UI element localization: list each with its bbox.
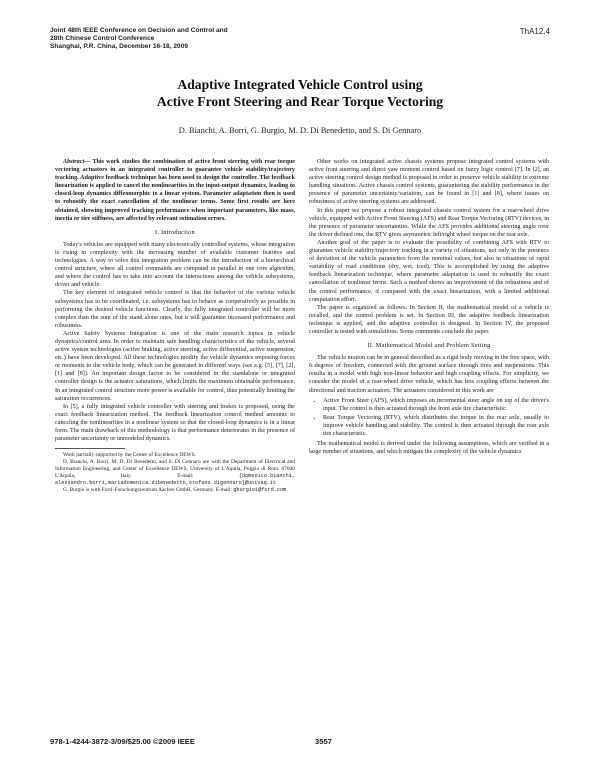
paragraph: Another goal of the paper is to evaluate the possibility of combining AFS with RTV to guarantee vehicle stability/trajectory tracking in a variety of situations, not only in the presence of deviation of the vehicle parameters from the nominal values, but also in situations of rapid variability of road conditions (dry, wet, iced). This is accomplished by using the adaptive feedback linearization technique, where parameter adaptation is used to robustify the exact cancellation of nonlinear terms. Such a method shows an improvement of the robustness and of the control performance, if compared with the exact linearization, with a limited additional computation effort. bbox=[309, 239, 549, 303]
section-heading-model: II. Mathematical Model and Problem Setting bbox=[367, 342, 491, 350]
abstract-text: This work studies the combination of active front steering with rear torque vectoring actuators in an integrated controller to guarantee vehicle stability/trajectory tracking. Adaptive feedback technique has been used to design the controller. The feedback linearization is applied to cancel the nonlinearities in the input-output dynamics, leading to closed-loop dynamics diffeomorphic to a linear system. Parameter adaptation then is used to robustify the exact cancellation of the nonlinear terms. Some first results are here obtained, showing improved tracking performance when important parameters, like mass, inertia or tire stiffness, are affected by relevant estimation errors. bbox=[55, 159, 295, 222]
page-number: 3557 bbox=[315, 737, 332, 746]
footnote bbox=[55, 487, 295, 494]
actuator-list bbox=[309, 397, 549, 438]
paragraph: The paper is organized as follows. In Section II, the mathematical model of a vehicle is recalled, and the control problem is set. In Section III, the adaptive feedback linearization technique is applied, and the adaptive controller is designed. In Section IV, the proposed controller is tested with simulations. Some comments conclude the paper. bbox=[309, 304, 549, 335]
paragraph: Today's vehicles are equipped with many electronically controlled systems, whose integration is rising in complexity with the increasing number of available customer features and technologies. A way to solve this integration problem can be the introduction of a hierarchical control structure, where all control commands are computed in parallel in one core algorithm, and where the control has to take into account the interactions among the vehicle subsystems, driver and vehicle. bbox=[55, 241, 295, 289]
conference-line-2: 28th Chinese Control Conference bbox=[50, 35, 155, 43]
paper-title bbox=[50, 76, 550, 110]
paragraph: The key element of integrated vehicle control is that the behavior of the various vehicle subsystems has to be coordinated, i.e. subsystems has to behave as cooperatively as possible in performing the desired vehicle functions. Clearly, the fully integrated controller will be more complex than the sum of the stand alone ones, but it will guarantee increased performance and robustness. bbox=[55, 290, 295, 329]
conference-header bbox=[50, 27, 350, 52]
abstract bbox=[55, 158, 295, 223]
title-line-2: Active Front Steering and Rear Torque Vectoring bbox=[156, 94, 444, 109]
list-item: • Rear Torque Vectoring (RTV), which distributes the torque in the rear axle, usually to improve vehicle handling and stability. The control is then actuated through the rear axle tire characteristic. bbox=[323, 414, 549, 438]
paragraph: The mathematical model is derived under the following assumptions, which are verified in a large number of situations, and which mitigate the complexity of the vehicle dynamics bbox=[309, 441, 549, 456]
abstract-label: Abstract— bbox=[63, 159, 91, 165]
list-item: • Active Front Steer (AFS), which imposes an incremental steer angle on top of the driver's input. The control is then actuated through the front axle tire characteristic. bbox=[323, 397, 549, 413]
footnote bbox=[55, 459, 295, 487]
paragraph: The vehicle motion can be in general described as a rigid body moving in the free space, with 6 degrees of freedom, connected with the ground surface through tires and suspensions. This results in a model with high non-linear behavior and high coupling effects. For simplicity, we consider the model of a rear-wheel drive vehicle, which has less coupling effects between the directional and traction actuators. The actuators considered in this work are bbox=[309, 355, 549, 394]
footnote-text: G. Burgio is with Ford–Forschungszentrum Aachen GmbH, Germany. E-mail: bbox=[63, 487, 232, 494]
paragraph: In [5], a fully integrated vehicle controller with steering and brakes is proposed, using the exact feedback linearization method. The feedback linearization control method amounts to canceling the nonlinearities in a nonlinear system so that the closed-loop dynamics is in a linear form. The main drawback of this methodology is that performance deteriorates in the presence of parameter uncertainty or unmodeled dynamics. bbox=[55, 403, 295, 443]
footnote-text: D. Bianchi, A. Borri, M. D. Di Benedetto, and S. Di Gennaro are with the Department of Electrical and Information Engineering, and Center of Excellence DEWS, University of L'Aquila, Poggio di Roio. 67040 L'Aquila, Italy. E-mail: bbox=[55, 459, 295, 480]
conference-line-3: Shanghai, P.R. China, December 16-18, 2009 bbox=[50, 43, 189, 51]
footnote: Work partially supported by the Center of Excellence DEWS. bbox=[63, 452, 196, 459]
footnote-email[interactable]: gburgio1@ford.com bbox=[233, 487, 287, 494]
left-column bbox=[55, 158, 295, 494]
paragraph: In this paper we propose a robust integrated chassis control system for a rear-wheel drive vehicle, equipped with Active Front Steering (AFS) and Rear Torque Vectoring (RTV) devices, in the presence of parameter uncertainties. While the AFS provides additional steering angle over the driver defined one, the RTV gives asymmetric left/right wheel torque on the rear axle. bbox=[309, 207, 549, 238]
right-column bbox=[309, 158, 549, 456]
author-list: D. Bianchi, A. Borri, G. Burgio, M. D. Di Benedetto, and S. Di Gennaro bbox=[178, 126, 422, 135]
footnote-divider bbox=[55, 448, 125, 449]
paragraph: Active Safety Systems Integration is one of the main research topics in vehicle dynamics/control area. In order to maintain safe handling characteristics of the vehicle, several active system technologies (active braking, active steering, active differential, active suspension, etc.) have been developed. All these technologies modify the vehicle dynamics imposing forces or moments to the vehicle body, which can be generated in different ways (see e.g. [5], [7], [2], [1] and [8]). An important design factor to be considered in the standalone or integrated controller design is the actuator saturations, which limits the maximum obtainable performance. In an integrated control structure more power is available for control, thus potentially limiting the saturation occurrences. bbox=[55, 330, 295, 402]
conference-line-1: Joint 48th IEEE Conference on Decision and Control and bbox=[50, 27, 228, 34]
footnote-email[interactable]: {domenico.bianchi, alessandro.borri,mariadomenica.dibenedetto,stefano.digennaro}@univaq.it bbox=[55, 473, 295, 487]
isbn-copyright: 978-1-4244-3872-3/09/$25.00 ©2009 IEEE bbox=[50, 737, 195, 746]
paragraph: Other works on integrated active chassis systems propose integrated control systems with active front steering and direct yaw moment control based on fuzzy logic control [7]. In [2], an active steering control design method is proposed in order to preserve vehicle stability in extreme handling situations. Active chassis control systems, guaranteeing the stability performance in the presence of parameter uncertainty/variation, can be found in [1] and [8], where issues on robustness of active steering systems are addressed. bbox=[309, 159, 549, 206]
session-code: ThA12.4 bbox=[519, 27, 550, 36]
title-line-1: Adaptive Integrated Vehicle Control using bbox=[177, 77, 423, 92]
section-heading-introduction: I. Introduction bbox=[155, 228, 195, 236]
